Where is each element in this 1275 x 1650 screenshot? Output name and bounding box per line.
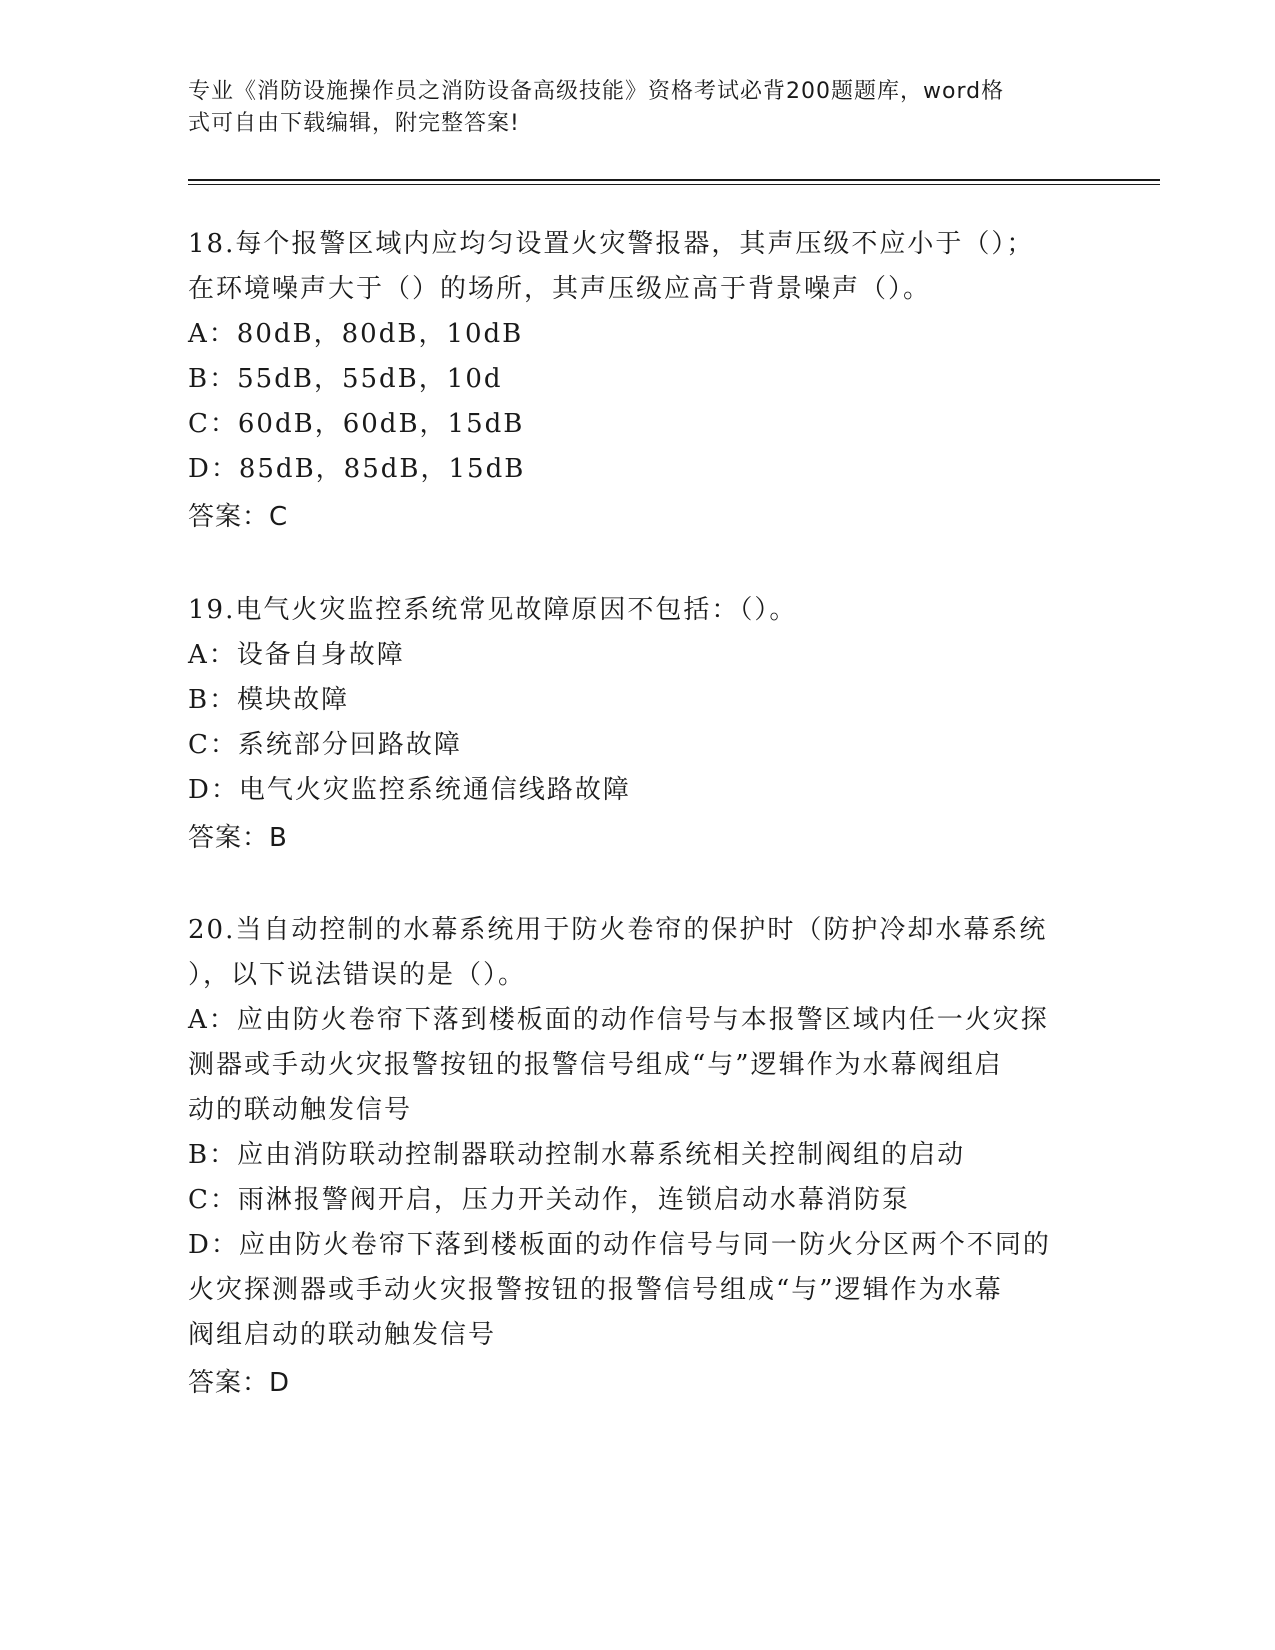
option-d: D：85dB，85dB，15dB — [188, 454, 526, 484]
option-a-line: 动的联动触发信号 — [188, 1095, 413, 1125]
header-line: 专业《消防设施操作员之消防设备高级技能》资格考试必背200题题库，word格 — [188, 79, 1005, 104]
header-divider — [188, 179, 1160, 181]
option-b: B：55dB，55dB，10d — [188, 364, 503, 394]
option-a-line: A：应由防火卷帘下落到楼板面的动作信号与本报警区域内任一火灾探 — [188, 1005, 1049, 1035]
option-c: C：雨淋报警阀开启，压力开关动作，连锁启动水幕消防泵 — [188, 1185, 910, 1215]
document-header — [188, 76, 1068, 140]
question-text: 在环境噪声大于（）的场所，其声压级应高于背景噪声（）。 — [188, 274, 932, 304]
option-c: C：系统部分回路故障 — [188, 730, 462, 760]
option-d — [188, 1223, 1088, 1358]
question-18 — [188, 222, 1088, 540]
option-d: D：电气火灾监控系统通信线路故障 — [188, 775, 631, 805]
option-a — [188, 998, 1088, 1133]
option-d-line: 火灾探测器或手动火灾报警按钮的报警信号组成“与”逻辑作为水幕 — [188, 1275, 1003, 1305]
option-d-line: 阀组启动的联动触发信号 — [188, 1320, 497, 1350]
option-a: A：设备自身故障 — [188, 640, 405, 670]
option-b: B：模块故障 — [188, 685, 350, 715]
question-20 — [188, 908, 1088, 1406]
option-b: B：应由消防联动控制器联动控制水幕系统相关控制阀组的启动 — [188, 1140, 966, 1170]
header-divider-thin — [188, 184, 1160, 185]
question-text: 20.当自动控制的水幕系统用于防火卷帘的保护时（防护冷却水幕系统 — [188, 915, 1048, 945]
answer: 答案：B — [188, 823, 288, 853]
option-c: C：60dB，60dB，15dB — [188, 409, 525, 439]
question-text: ），以下说法错误的是（）。 — [188, 960, 527, 990]
question-19 — [188, 588, 1088, 861]
question-text: 19.电气火灾监控系统常见故障原因不包括：（）。 — [188, 595, 798, 625]
header-line: 式可自由下载编辑，附完整答案! — [188, 111, 520, 136]
option-d-line: D：应由防火卷帘下落到楼板面的动作信号与同一防火分区两个不同的 — [188, 1230, 1051, 1260]
option-a-line: 测器或手动火灾报警按钮的报警信号组成“与”逻辑作为水幕阀组启 — [188, 1050, 1003, 1080]
question-text: 18.每个报警区域内应均匀设置火灾警报器，其声压级不应小于（）； — [188, 229, 1035, 259]
option-a: A：80dB，80dB，10dB — [188, 319, 524, 349]
answer: 答案：D — [188, 1368, 291, 1398]
answer: 答案：C — [188, 502, 289, 532]
